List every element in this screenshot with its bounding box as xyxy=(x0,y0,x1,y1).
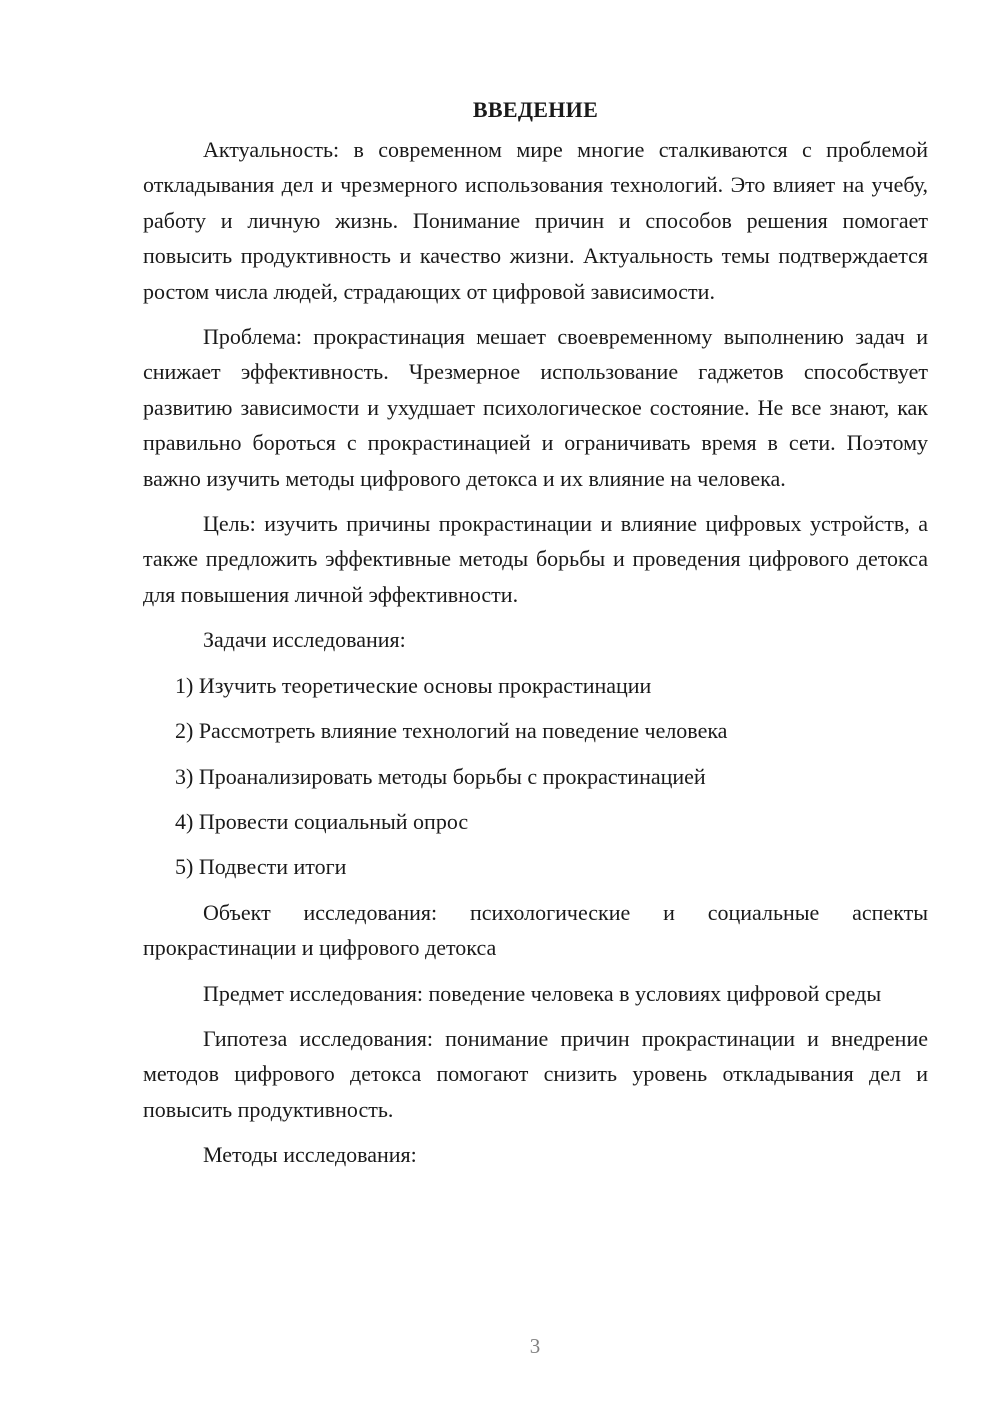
document-page xyxy=(143,92,928,1183)
paragraph-object: Объект исследования: психологические и социальные аспекты прокрастинации и цифрового детокса xyxy=(143,899,928,961)
list-item: 1) Изучить теоретические основы прокрастинации xyxy=(175,672,652,698)
list-item: 5) Подвести итоги xyxy=(175,854,347,880)
tasks-heading: Задачи исследования: xyxy=(203,627,406,653)
paragraph-relevance: Актуальность: в современном мире многие сталкиваются с проблемой откладывания дел и чрезмерного использования технологий. Это влияет на учебу, работу и личную жизнь. Понимание причин и способов решения помогает повысить продуктивность и качество жизни. Актуальность темы подтверждается ростом числа людей, страдающих от цифровой зависимости. xyxy=(143,137,928,304)
page-number: 3 xyxy=(529,1334,541,1358)
tasks-list xyxy=(143,668,928,885)
paragraph-goal: Цель: изучить причины прокрастинации и влияние цифровых устройств, а также предложить эффективные методы борьбы и проведения цифрового детокса для повышения личной эффективности. xyxy=(143,511,928,607)
paragraph-methods: Методы исследования: xyxy=(203,1142,417,1168)
paragraph-subject: Предмет исследования: поведение человека в условиях цифровой среды xyxy=(203,980,882,1006)
list-item: 2) Рассмотреть влияние технологий на поведение человека xyxy=(175,718,728,744)
list-item: 4) Провести социальный опрос xyxy=(175,808,469,834)
list-item: 3) Проанализировать методы борьбы с прокрастинацией xyxy=(175,763,706,789)
section-title: ВВЕДЕНИЕ xyxy=(472,97,599,122)
paragraph-hypothesis: Гипотеза исследования: понимание причин прокрастинации и внедрение методов цифрового детокса помогают снизить уровень откладывания дел и повысить продуктивность. xyxy=(143,1025,928,1122)
paragraph-problem: Проблема: прокрастинация мешает своевременному выполнению задач и снижает эффективность. Чрезмерное использование гаджетов способствует развитию зависимости и ухудшает психологическое состояние. Не все знают, как правильно бороться с прокрастинацией и ограничивать время в сети. Поэтому важно изучить методы цифрового детокса и их влияние на человека. xyxy=(143,324,928,491)
